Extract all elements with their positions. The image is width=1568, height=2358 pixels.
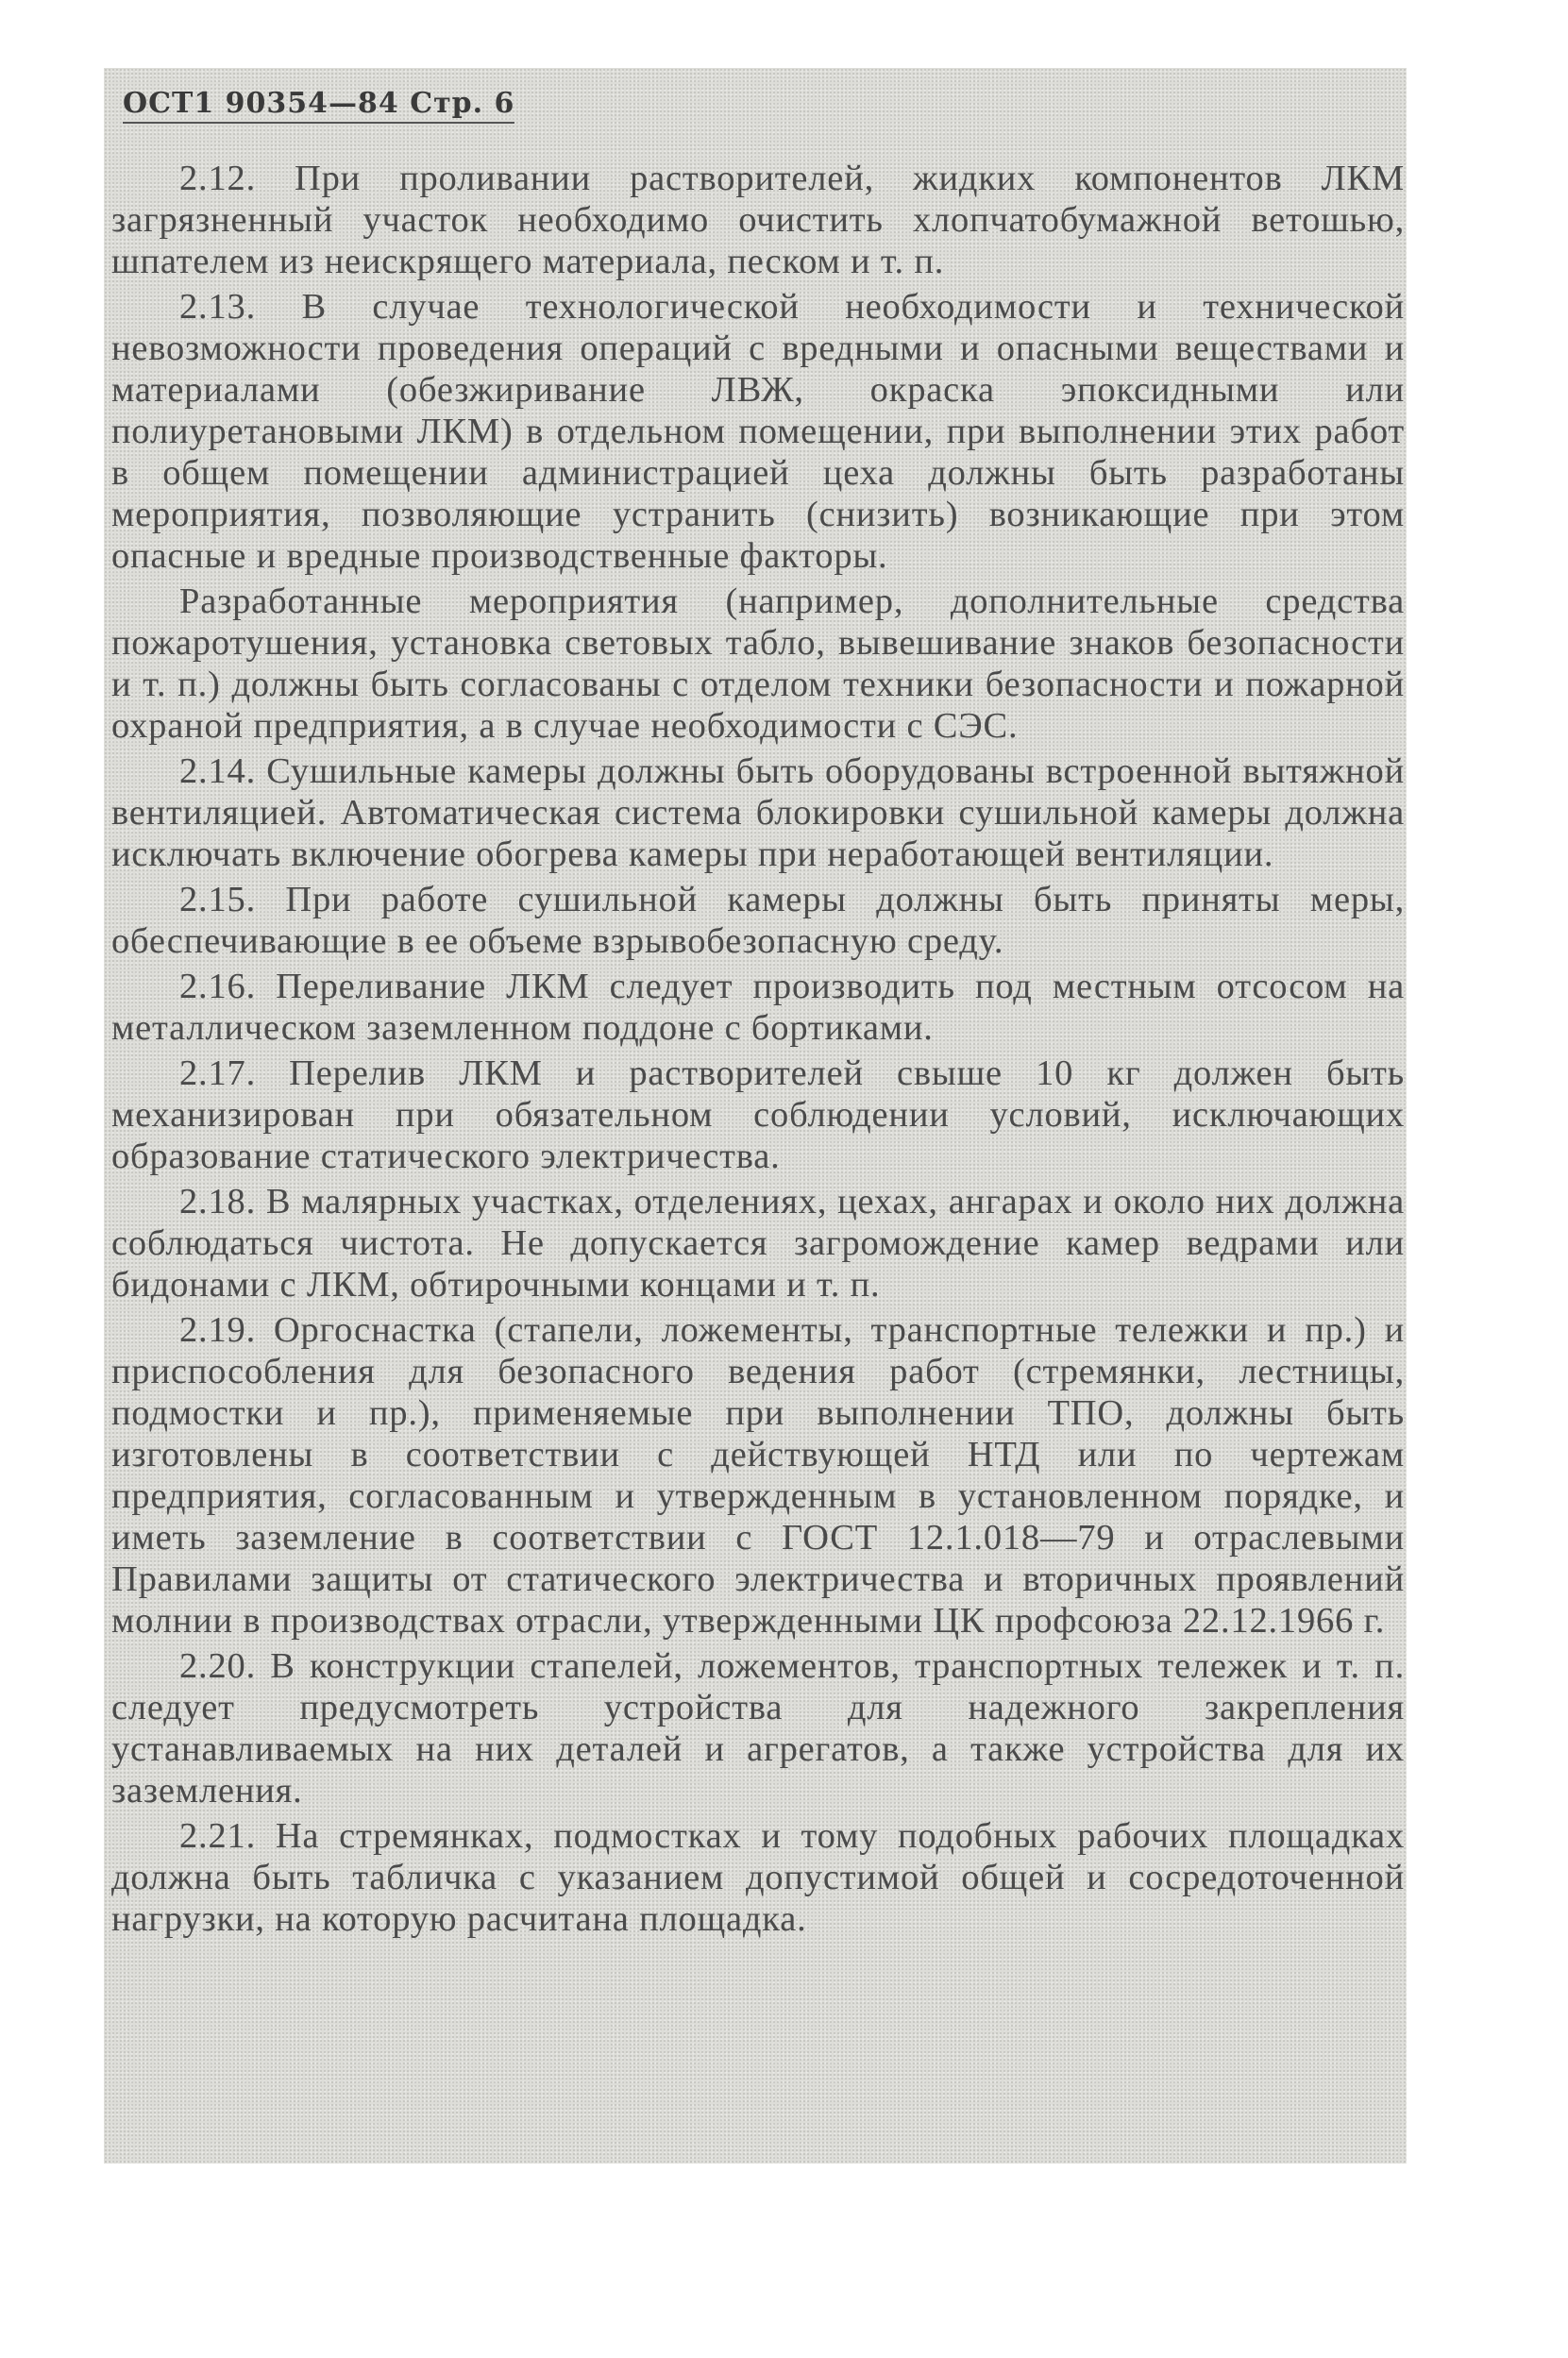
paragraph-2-20: 2.20. В конструкции стапелей, ложементов, транспортных тележек и т. п. следует предусмотреть устройства для надежного закрепления устанавливаемых на них деталей и агрегатов, а также устройства для их заземления. [111, 1646, 1405, 1811]
paragraph-2-18: 2.18. В малярных участках, отделениях, цехах, ангарах и около них должна соблюдаться чистота. Не допускается загромождение камер ведрами или бидонами с ЛКМ, обтирочными концами и т. п. [111, 1182, 1405, 1305]
document-body [111, 158, 1405, 1944]
paragraph-2-13: 2.13. В случае технологической необходимости и технической невозможности проведения операций с вредными и опасными веществами и материалами (обезжиривание ЛВЖ, окраска эпоксидными или полиуретановыми ЛКМ) в отдельном помещении, при выполнении этих работ в общем помещении администрацией цеха должны быть разработаны мероприятия, позволяющие устранить (снизить) возникающие при этом опасные и вредные производственные факторы. [111, 287, 1405, 576]
paragraph-2-15: 2.15. При работе сушильной камеры должны быть приняты меры, обеспечивающие в ее объеме взрывобезопасную среду. [111, 880, 1405, 961]
paragraph-measures: Разработанные мероприятия (например, дополнительные средства пожаротушения, установка световых табло, вывешивание знаков безопасности и т. п.) должны быть согласованы с отделом техники безопасности и пожарной охраной предприятия, а в случае необходимости с СЭС. [111, 581, 1405, 746]
page-header: ОСТ1 90354—84 Стр. 6 [123, 87, 514, 124]
paragraph-2-17: 2.17. Перелив ЛКМ и растворителей свыше 10 кг должен быть механизирован при обязательном соблюдении условий, исключающих образование статического электричества. [111, 1053, 1405, 1176]
paragraph-2-21: 2.21. На стремянках, подмостках и тому подобных рабочих площадках должна быть табличка с указанием допустимой общей и сосредоточенной нагрузки, на которую расчитана площадка. [111, 1816, 1405, 1939]
paragraph-2-14: 2.14. Сушильные камеры должны быть оборудованы встроенной вытяжной вентиляцией. Автоматическая система блокировки сушильной камеры должна исключать включение обогрева камеры при неработающей вентиляции. [111, 751, 1405, 874]
paragraph-2-16: 2.16. Переливание ЛКМ следует производить под местным отсосом на металлическом заземленном поддоне с бортиками. [111, 967, 1405, 1048]
paragraph-2-19: 2.19. Оргоснастка (стапели, ложементы, транспортные тележки и пр.) и приспособления для безопасного ведения работ (стремянки, лестницы, подмостки и пр.), применяемые при выполнении ТПО, должны быть изготовлены в соответствии с действующей НТД или по чертежам предприятия, согласованным и утвержденным в установленном порядке, и иметь заземление в соответствии с ГОСТ 12.1.018—79 и отраслевыми Правилами защиты от статического электричества и вторичных проявлений молнии в производствах отрасли, утвержденными ЦК профсоюза 22.12.1966 г. [111, 1310, 1405, 1641]
paragraph-2-12: 2.12. При проливании растворителей, жидких компонентов ЛКМ загрязненный участок необходимо очистить хлопчатобумажной ветошью, шпателем из неискрящего материала, песком и т. п. [111, 159, 1405, 281]
document-page [104, 68, 1407, 2164]
